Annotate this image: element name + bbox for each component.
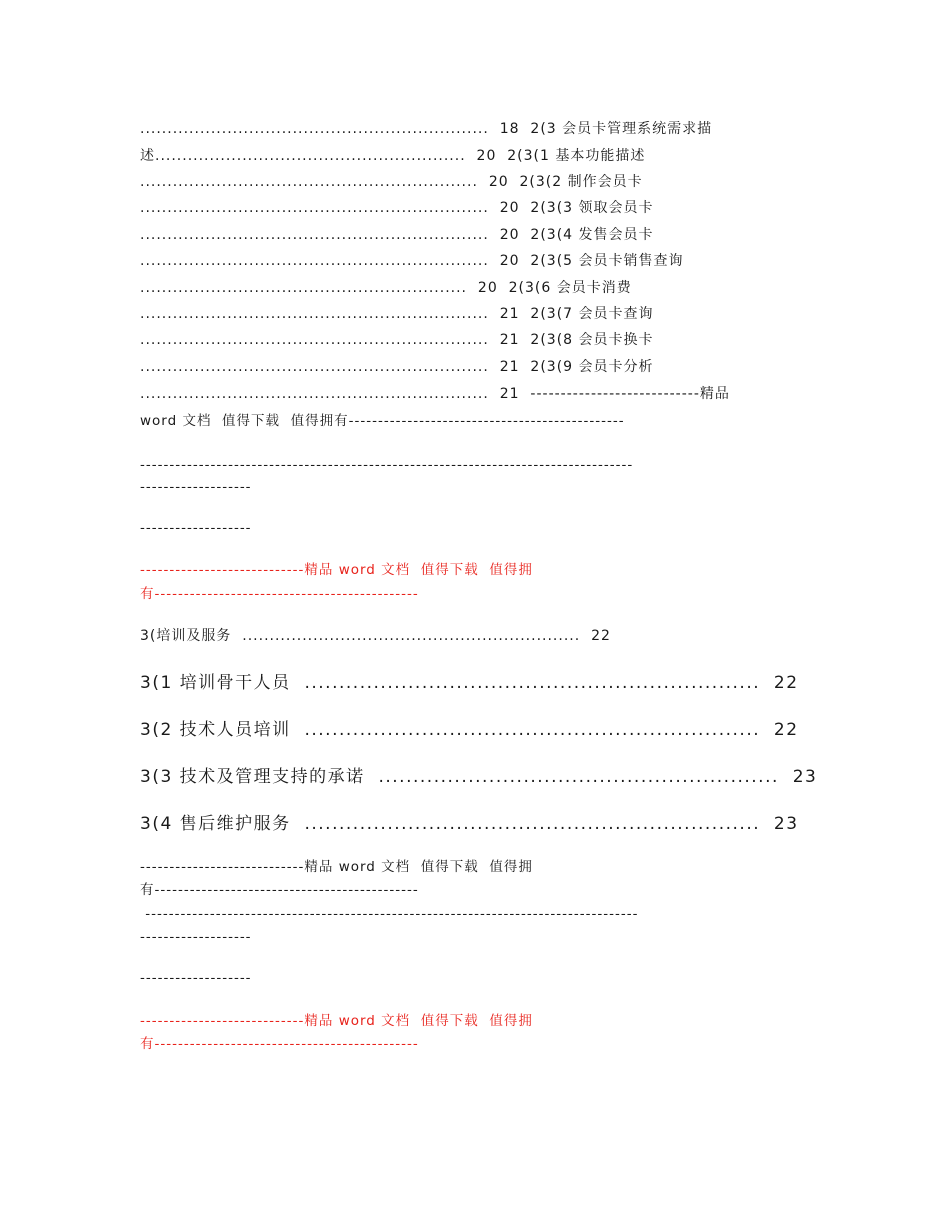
toc-item[interactable]: 3(1 培训骨干人员 .................................................................. 22 xyxy=(140,673,799,693)
toc-line[interactable]: ................................................................ 21 ----------------------------精品 xyxy=(140,386,730,402)
toc-line[interactable]: ................................................................ 18 2(3 会员卡管理系统需求描 xyxy=(140,121,713,137)
toc-line[interactable]: .............................................................. 20 2(3(2 制作会员卡 xyxy=(140,174,643,190)
watermark-red-text: 有--------------------------------------------- xyxy=(140,586,419,602)
separator: ------------------------------------------------------------------------------------ xyxy=(140,906,639,922)
watermark-red-text: ----------------------------精品 word 文档 值得下载 值得拥 xyxy=(140,1013,533,1029)
watermark-text: ----------------------------精品 word 文档 值得下载 值得拥 xyxy=(140,859,533,875)
toc-line[interactable]: ................................................................ 21 2(3(7 会员卡查询 xyxy=(140,306,654,322)
watermark-text: word 文档 值得下载 值得拥有----------------------------------------------- xyxy=(140,413,625,429)
toc-line[interactable]: ................................................................ 20 2(3(4 发售会员卡 xyxy=(140,227,654,243)
toc-item[interactable]: 3(2 技术人员培训 .................................................................. 22 xyxy=(140,720,799,740)
toc-line[interactable]: ................................................................ 21 2(3(9 会员卡分析 xyxy=(140,359,654,375)
toc-line[interactable]: ................................................................ 20 2(3(5 会员卡销售查询 xyxy=(140,253,684,269)
watermark-red-text: ----------------------------精品 word 文档 值得下载 值得拥 xyxy=(140,562,533,578)
toc-line[interactable]: 述......................................................... 20 2(3(1 基本功能描述 xyxy=(140,148,646,164)
separator: ------------------- xyxy=(140,479,252,495)
toc-heading[interactable]: 3(培训及服务 .............................................................. 22 xyxy=(140,628,611,644)
toc-line[interactable]: ................................................................ 20 2(3(3 领取会员卡 xyxy=(140,200,654,216)
watermark-text: 有--------------------------------------------- xyxy=(140,882,419,898)
toc-line[interactable]: ................................................................ 21 2(3(8 会员卡换卡 xyxy=(140,332,654,348)
toc-line[interactable]: ............................................................ 20 2(3(6 会员卡消费 xyxy=(140,280,632,296)
separator: ------------------- xyxy=(140,929,252,945)
separator: ------------------- xyxy=(140,970,252,986)
separator: ------------------- xyxy=(140,520,252,536)
toc-item[interactable]: 3(4 售后维护服务 .................................................................. 23 xyxy=(140,814,799,834)
toc-item[interactable]: 3(3 技术及管理支持的承诺 .......................................................... 23 xyxy=(140,767,818,787)
watermark-red-text: 有--------------------------------------------- xyxy=(140,1036,419,1052)
separator: ------------------------------------------------------------------------------------ xyxy=(140,457,634,473)
